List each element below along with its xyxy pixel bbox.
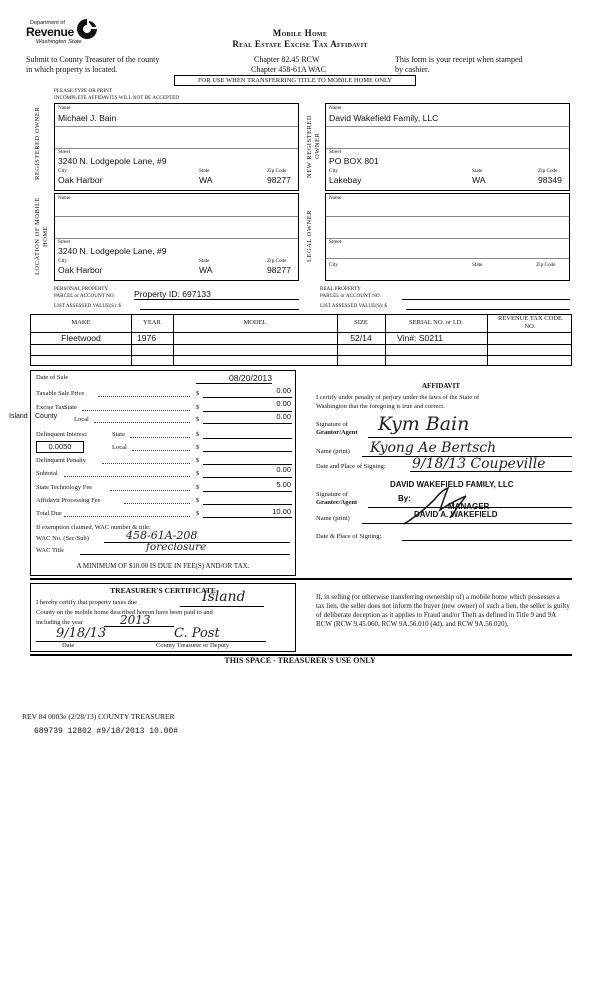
grantee-stamp-line-3: DAVID A. WAKEFIELD — [414, 510, 498, 519]
date-place-label: Date and Place of Signing: — [316, 463, 386, 470]
treasurer-line-1: I hereby certify that property taxes due — [36, 599, 138, 606]
cell-size[interactable]: 52/14 — [350, 333, 372, 343]
treasurer-signature[interactable]: C. Post — [174, 626, 220, 641]
reg-state-label: State — [199, 168, 210, 174]
loc-name-label: Name — [58, 195, 71, 201]
new-state-label: State — [472, 168, 483, 174]
legal-zip-label: Zip Code — [536, 262, 556, 268]
loc-zip-label: Zip Code — [267, 258, 287, 264]
real-assessed-label: LIST ASSESSED VALUE(S): $ — [320, 303, 388, 309]
th-make: MAKE — [71, 319, 91, 326]
wac-no-value[interactable]: 458-61A-208 — [126, 529, 198, 542]
excise-label: Excise Tax: — [36, 404, 67, 411]
treasurer-use-heading: THIS SPACE - TREASURER'S USE ONLY — [224, 656, 376, 665]
dollar-5: $ — [196, 444, 200, 451]
dollar-6: $ — [196, 457, 200, 464]
new-street-label: Street — [329, 149, 342, 155]
registered-owner-label: REGISTERED OWNER — [34, 106, 41, 180]
parcel-value[interactable]: Property ID: 697133 — [134, 289, 299, 300]
th-size: SIZE — [354, 319, 368, 326]
grantee-sig-label-2: Grantee/Agent — [316, 499, 358, 506]
exemption-label: If exemption claimed, WAC number & title: — [36, 524, 151, 531]
th-revenue-code: REVENUE TAX CODE NO. — [498, 315, 562, 330]
print-note-2: INCOMPLETE AFFIDAVITS WILL NOT BE ACCEPTED — [54, 95, 180, 101]
reg-street-label: Street — [58, 149, 71, 155]
affidavit-heading: AFFIDAVIT — [422, 382, 460, 390]
reg-name-label: Name — [58, 105, 71, 111]
legal-owner-label: LEGAL OWNER — [306, 210, 313, 263]
delinquent-penalty-label: Delinquent Penalty — [36, 457, 87, 464]
cell-make[interactable]: Fleetwood — [61, 333, 101, 343]
submit-line-2: in which property is located. — [26, 65, 118, 74]
print-note-1: PLEASE TYPE OR PRINT — [54, 88, 112, 94]
transfer-banner: FOR USE WHEN TRANSFERRING TITLE TO MOBILE HOME ONLY — [174, 75, 416, 86]
new-zip-value[interactable]: 98349 — [538, 175, 562, 185]
total-due-label: Total Due — [36, 510, 62, 517]
submit-line-1: Submit to County Treasurer of the county — [26, 55, 160, 64]
subtotal-label: Subtotal — [36, 470, 58, 477]
chapter-rcw: Chapter 82.45 RCW — [254, 55, 320, 64]
grantee-sig-label-1: Signature of — [316, 491, 348, 498]
certify-line-2: Washington that the foregoing is true and correct. — [316, 403, 445, 410]
reg-state-value[interactable]: WA — [199, 175, 213, 185]
name-print2-label: Name (print) — [316, 515, 350, 522]
excise-state-label: State — [64, 404, 77, 411]
excise-local-label: Local — [74, 416, 89, 423]
cell-year[interactable]: 1976 — [137, 333, 157, 343]
treasurer-line-2: County on the mobile home described hereon have been paid to and — [36, 609, 213, 616]
assessed-label: LIST ASSESSED VALUE(S): $ — [54, 303, 122, 309]
grantee-stamp-line-1: DAVID WAKEFIELD FAMILY, LLC — [390, 480, 514, 489]
reg-name-value[interactable]: Michael J. Bain — [58, 113, 117, 123]
th-year: YEAR — [143, 319, 161, 326]
lien-notice: If, in selling (or otherwise transferring ownership of) a mobile home which possesses a tax lien, the seller does not inform the buyer (new owner) of such a lien, the seller is guilty of deliberate deception as it applies to Fraud and/or Theft as defined in Title 9 and 9A RCW (RCW 9.45.060, RCW 9A.56.010 (4d), and RCW 9A.56.020). — [316, 593, 570, 628]
taxable-value[interactable]: 0.00 — [276, 386, 291, 395]
dollar-9: $ — [196, 497, 200, 504]
name-print-label: Name (print) — [316, 448, 350, 455]
real-property-label: REAL PROPERTY — [320, 286, 361, 292]
county-name[interactable]: Island — [9, 413, 28, 420]
grantor-sig-label-2: Grantor/Agent — [316, 429, 358, 436]
treasurer-sig-label: County Treasurer or Deputy — [156, 642, 230, 649]
th-serial: SERIAL NO. or I.D. — [409, 319, 463, 326]
loc-state-label: State — [199, 258, 210, 264]
wac-no-label: WAC No. (Sec/Sub) — [36, 535, 89, 542]
loc-street-label: Street — [58, 239, 71, 245]
treasurer-date[interactable]: 9/18/13 — [56, 626, 107, 641]
loc-city-value[interactable]: Oak Harbor — [58, 265, 103, 275]
new-city-value[interactable]: Lakebay — [329, 175, 362, 185]
new-owner-box — [325, 103, 570, 191]
grantor-sig-label-1: Signature of — [316, 421, 348, 428]
parcel-label: PARCEL or ACCOUNT NO. — [54, 293, 115, 299]
taxable-label: Taxable Sale Price — [36, 390, 85, 397]
certify-line-1: I certify under penalty of perjury under the laws of the State of — [316, 394, 480, 401]
reg-city-label: City — [58, 168, 67, 174]
new-zip-label: Zip Code — [538, 168, 558, 174]
new-city-label: City — [329, 168, 338, 174]
treasurer-county[interactable]: Island — [202, 589, 246, 605]
date-of-sale-label: Date of Sale — [36, 374, 69, 381]
reg-zip-label: Zip Code — [267, 168, 287, 174]
dollar-7: $ — [196, 470, 200, 477]
name-print-value[interactable]: Kyong Ae Bertsch — [370, 440, 497, 456]
location-label: LOCATION OF MOBILE HOME — [34, 197, 49, 275]
treasurer-heading: TREASURER'S CERTIFICATE — [110, 586, 216, 595]
loc-city-label: City — [58, 258, 67, 264]
interest-rate-field[interactable]: 0.0050 — [36, 441, 84, 453]
cashier-stamp: 689739 12802 #9/18/2013 10.00# — [34, 727, 179, 736]
legal-name-label: Name — [329, 195, 342, 201]
loc-zip-value[interactable]: 98277 — [267, 265, 291, 275]
total-due-value[interactable]: 10.00 — [272, 507, 291, 516]
dollar-4: $ — [196, 431, 200, 438]
registered-owner-box — [54, 103, 299, 191]
logo-dept: Department of — [30, 20, 65, 26]
legal-city-label: City — [329, 262, 338, 268]
form-title-2: Real Estate Excise Tax Affidavit — [232, 39, 368, 49]
subtotal-value[interactable]: 0.00 — [276, 465, 291, 474]
form-number: REV 84 0003e (2/28/13) COUNTY TREASURER — [22, 712, 175, 721]
grantee-stamp-by: By: — [398, 494, 411, 503]
affidavit-fee-label: Affidavit Processing Fee — [36, 497, 101, 504]
logo-revenue: Revenue — [26, 25, 74, 39]
new-street-value[interactable]: PO BOX 801 — [329, 156, 379, 166]
date-of-sale-value[interactable]: 08/20/2013 — [196, 373, 272, 384]
loc-state-value[interactable]: WA — [199, 265, 213, 275]
date-place-value[interactable]: 9/18/13 Coupeville — [412, 456, 546, 472]
minimum-notice: A MINIMUM OF $10.00 IS DUE IN FEE(S) AND/OR TAX. — [76, 562, 250, 570]
grantee-stamp-line-2: MANAGER — [448, 502, 490, 511]
th-model: MODEL — [243, 319, 267, 326]
legal-owner-box — [325, 193, 570, 281]
treasurer-year[interactable]: 2013 — [120, 613, 151, 627]
wac-title-label: WAC Title — [36, 547, 64, 554]
dollar-8: $ — [196, 484, 200, 491]
excise-state-value[interactable]: 0.00 — [276, 399, 291, 408]
receipt-line-2: by cashier. — [395, 65, 430, 74]
new-state-value[interactable]: WA — [472, 175, 486, 185]
treasurer-date-label: Date — [62, 642, 75, 649]
reg-city-value[interactable]: Oak Harbor — [58, 175, 103, 185]
dollar-10: $ — [196, 510, 200, 517]
dollar-3: $ — [196, 416, 200, 423]
logo-state: Washington State — [36, 39, 82, 45]
wac-title-value[interactable]: foreclosure — [146, 541, 207, 553]
grantor-signature[interactable]: Kym Bain — [378, 413, 470, 435]
chapter-wac: Chapter 458-61A WAC — [251, 65, 326, 74]
tech-fee-value[interactable]: 5.00 — [276, 480, 291, 489]
dollar-1: $ — [196, 390, 200, 397]
reg-street-value[interactable]: 3240 N. Lodgepole Lane, #9 — [58, 156, 167, 166]
location-box — [54, 193, 299, 281]
delinquent-local-label: Local — [112, 444, 127, 451]
legal-street-label: Street — [329, 239, 342, 245]
new-owner-label: NEW REGISTERED OWNER — [306, 114, 321, 178]
delinquent-interest-label: Delinquent Interest: — [36, 431, 88, 438]
home-table — [30, 314, 572, 366]
reg-zip-value[interactable]: 98277 — [267, 175, 291, 185]
excise-local-value[interactable]: 0.00 — [276, 412, 291, 421]
treasurer-line-3: including the year — [36, 619, 83, 626]
form-title-1: Mobile Home — [272, 28, 328, 38]
legal-state-label: State — [472, 262, 483, 268]
cell-serial[interactable]: Vin#: S0211 — [397, 333, 444, 343]
county-label: County — [35, 413, 58, 420]
date-place2-label: Date & Place of Signing: — [316, 533, 382, 540]
personal-property-label: PERSONAL PROPERTY — [54, 286, 109, 292]
receipt-line-1: This form is your receipt when stamped — [395, 55, 523, 64]
dollar-2: $ — [196, 404, 200, 411]
new-name-label: Name — [329, 105, 342, 111]
real-parcel-label: PARCEL or ACCOUNT NO. — [320, 293, 381, 299]
delinquent-state-label: State — [112, 431, 125, 438]
new-name-value[interactable]: David Wakefield Family, LLC — [329, 113, 439, 123]
loc-street-value[interactable]: 3240 N. Lodgepole Lane, #9 — [58, 246, 167, 256]
tech-fee-label: State Technology Fee — [36, 484, 93, 491]
